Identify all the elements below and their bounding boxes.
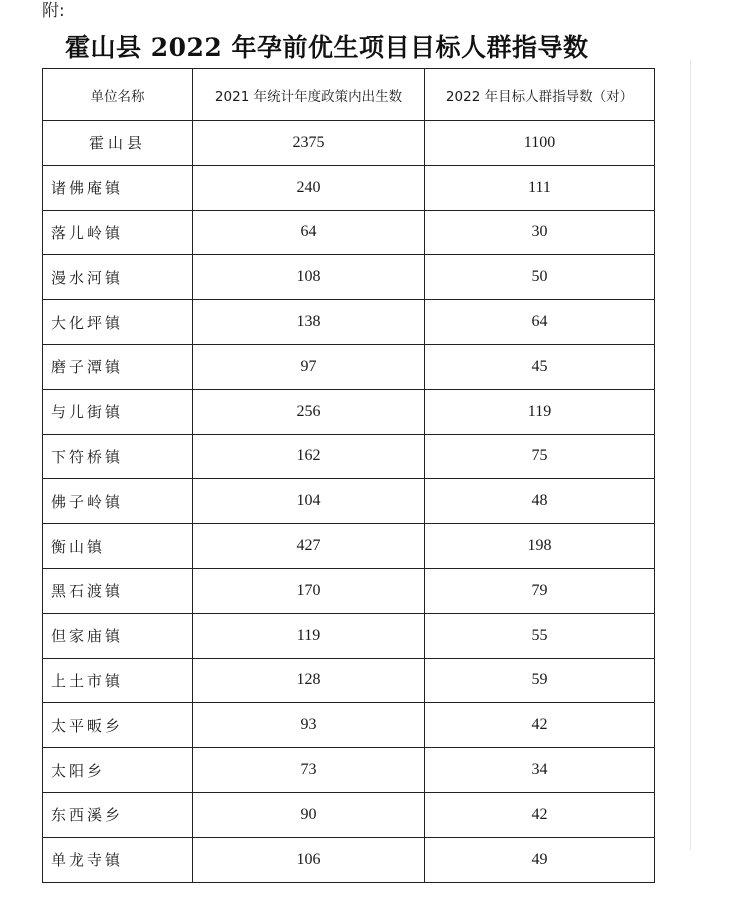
table-row [43, 210, 655, 255]
table-row [43, 524, 655, 569]
births-2021-cell: 170 [193, 568, 425, 613]
table-row [43, 613, 655, 658]
target-2022-cell: 111 [425, 165, 655, 210]
page-title: 霍山县 2022 年孕前优生项目目标人群指导数 [65, 33, 589, 62]
unit-name-cell: 单龙寺镇 [43, 837, 193, 882]
unit-name-cell: 东西溪乡 [43, 792, 193, 837]
target-2022-cell: 75 [425, 434, 655, 479]
births-2021-cell: 240 [193, 165, 425, 210]
unit-name-cell: 霍山县 [43, 121, 193, 166]
unit-name-cell: 诸佛庵镇 [43, 165, 193, 210]
unit-name-cell: 衡山镇 [43, 524, 193, 569]
unit-name-cell: 与儿街镇 [43, 389, 193, 434]
scan-margin-line [690, 60, 691, 850]
table-row [43, 255, 655, 300]
header-target-2022: 2022 年目标人群指导数（对） [425, 69, 655, 121]
table-row [43, 792, 655, 837]
table-row [43, 568, 655, 613]
table-header-row [43, 69, 655, 121]
births-2021-cell: 90 [193, 792, 425, 837]
unit-name-cell: 磨子潭镇 [43, 344, 193, 389]
unit-name-cell: 太阳乡 [43, 748, 193, 793]
table-row [43, 434, 655, 479]
target-population-table [42, 68, 655, 883]
births-2021-cell: 138 [193, 300, 425, 345]
header-births-2021: 2021 年统计年度政策内出生数 [193, 69, 425, 121]
table-row [43, 748, 655, 793]
births-2021-cell: 256 [193, 389, 425, 434]
table-row [43, 300, 655, 345]
births-2021-cell: 119 [193, 613, 425, 658]
births-2021-cell: 128 [193, 658, 425, 703]
table-row [43, 165, 655, 210]
unit-name-cell: 大化坪镇 [43, 300, 193, 345]
target-2022-cell: 59 [425, 658, 655, 703]
births-2021-cell: 2375 [193, 121, 425, 166]
attachment-label: 附: [42, 1, 65, 21]
table-row [43, 837, 655, 882]
unit-name-cell: 佛子岭镇 [43, 479, 193, 524]
target-2022-cell: 119 [425, 389, 655, 434]
unit-name-cell: 漫水河镇 [43, 255, 193, 300]
target-2022-cell: 30 [425, 210, 655, 255]
table-row [43, 479, 655, 524]
table-row [43, 658, 655, 703]
target-2022-cell: 79 [425, 568, 655, 613]
unit-name-cell: 下符桥镇 [43, 434, 193, 479]
table-body [43, 121, 655, 883]
births-2021-cell: 427 [193, 524, 425, 569]
table-row [43, 703, 655, 748]
target-2022-cell: 42 [425, 792, 655, 837]
births-2021-cell: 106 [193, 837, 425, 882]
target-2022-cell: 50 [425, 255, 655, 300]
births-2021-cell: 97 [193, 344, 425, 389]
unit-name-cell: 黑石渡镇 [43, 568, 193, 613]
births-2021-cell: 93 [193, 703, 425, 748]
births-2021-cell: 162 [193, 434, 425, 479]
target-2022-cell: 48 [425, 479, 655, 524]
header-unit-name: 单位名称 [43, 69, 193, 121]
table-row [43, 121, 655, 166]
births-2021-cell: 108 [193, 255, 425, 300]
unit-name-cell: 落儿岭镇 [43, 210, 193, 255]
target-2022-cell: 49 [425, 837, 655, 882]
births-2021-cell: 64 [193, 210, 425, 255]
target-2022-cell: 55 [425, 613, 655, 658]
target-2022-cell: 1100 [425, 121, 655, 166]
target-2022-cell: 64 [425, 300, 655, 345]
target-2022-cell: 45 [425, 344, 655, 389]
unit-name-cell: 上土市镇 [43, 658, 193, 703]
unit-name-cell: 太平畈乡 [43, 703, 193, 748]
unit-name-cell: 但家庙镇 [43, 613, 193, 658]
births-2021-cell: 73 [193, 748, 425, 793]
target-2022-cell: 42 [425, 703, 655, 748]
table-row [43, 389, 655, 434]
target-2022-cell: 198 [425, 524, 655, 569]
target-2022-cell: 34 [425, 748, 655, 793]
table-row [43, 344, 655, 389]
births-2021-cell: 104 [193, 479, 425, 524]
